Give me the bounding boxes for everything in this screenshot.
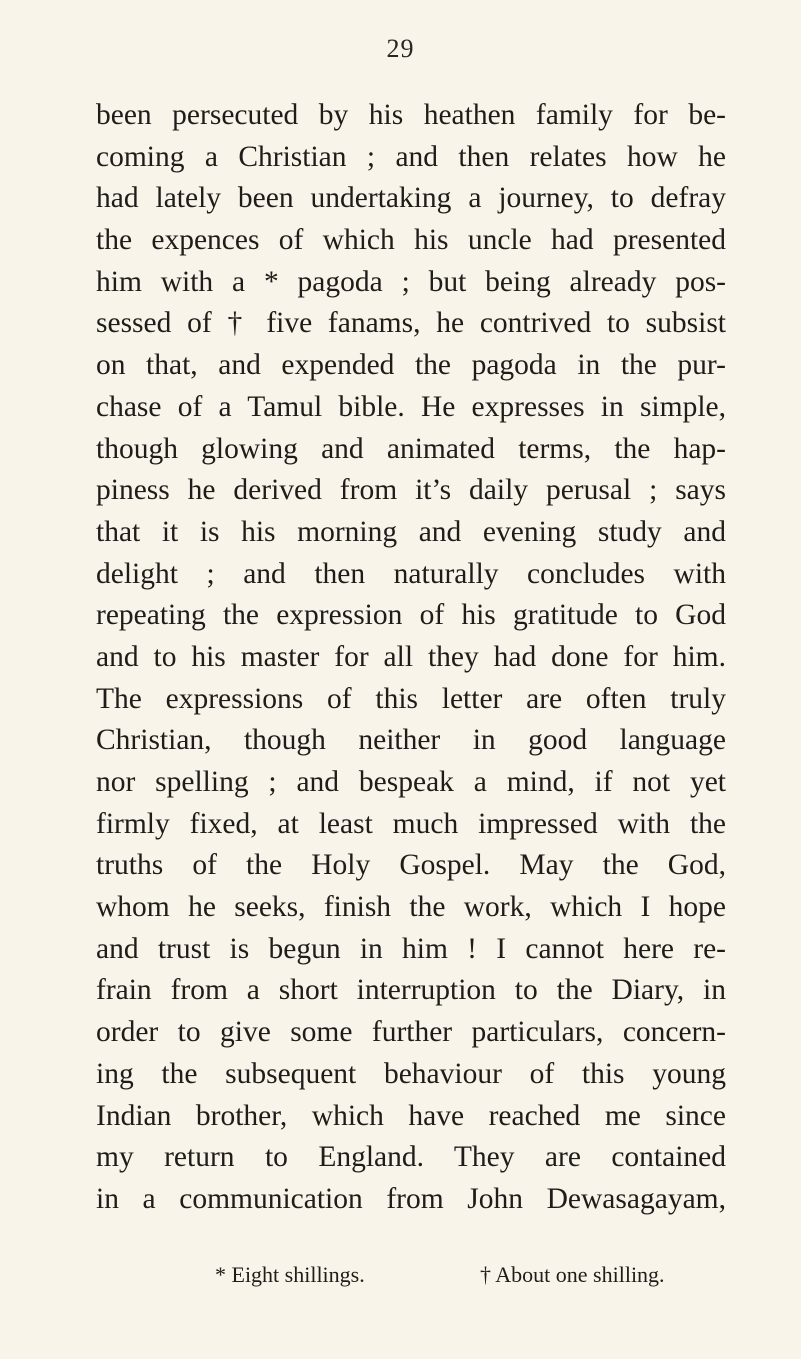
text-line: my return to England. They are contained bbox=[96, 1141, 726, 1174]
text-line: that it is his morning and evening study and bbox=[96, 515, 726, 548]
text-line: repeating the expression of his gratitude to God bbox=[96, 599, 726, 632]
text-line: nor spelling ; and bespeak a mind, if not yet bbox=[96, 766, 726, 798]
text-line: chase of a Tamul bible. He expresses in simple, bbox=[96, 390, 726, 423]
text-line: and to his master for all they had done for him. bbox=[96, 640, 726, 673]
text-line: Indian brother, which have reached me since bbox=[96, 1099, 726, 1132]
text-line: sessed of † five fanams, he contrived to subsist bbox=[96, 307, 726, 340]
text-line: firmly fixed, at least much impressed with the bbox=[96, 807, 726, 840]
text-line: frain from a short interruption to the Diary, in bbox=[96, 974, 726, 1007]
text-line: ing the subsequent behaviour of this young bbox=[96, 1057, 726, 1090]
text-line: The expressions of this letter are often truly bbox=[96, 682, 726, 715]
text-line: and trust is begun in him ! I cannot here re- bbox=[96, 932, 726, 965]
text-line: him with a * pagoda ; but being already pos- bbox=[96, 265, 726, 298]
text-line: coming a Christian ; and then relates how he bbox=[96, 140, 726, 173]
text-line: had lately been undertaking a journey, to defray bbox=[96, 182, 726, 215]
text-line: piness he derived from it’s daily perusal ; says bbox=[96, 474, 726, 507]
text-line: though glowing and animated terms, the hap- bbox=[96, 432, 726, 465]
text-line: truths of the Holy Gospel. May the God, bbox=[96, 849, 726, 882]
text-line: on that, and expended the pagoda in the pur- bbox=[96, 349, 726, 382]
page-number: 29 bbox=[386, 34, 415, 63]
text-line: the expences of which his uncle had presented bbox=[96, 224, 726, 257]
footnote-pagoda: * Eight shillings. bbox=[215, 1262, 365, 1287]
body-text bbox=[96, 95, 726, 1221]
text-line: whom he seeks, finish the work, which I hope bbox=[96, 891, 726, 924]
text-line: been persecuted by his heathen family for be- bbox=[96, 99, 726, 131]
text-line: Christian, though neither in good language bbox=[96, 724, 726, 757]
text-line: delight ; and then naturally concludes with bbox=[96, 557, 726, 590]
text-line: order to give some further particulars, concern- bbox=[96, 1016, 726, 1049]
text-line: in a communication from John Dewasagayam, bbox=[96, 1182, 726, 1215]
footnote-fanams: † About one shilling. bbox=[480, 1262, 665, 1287]
